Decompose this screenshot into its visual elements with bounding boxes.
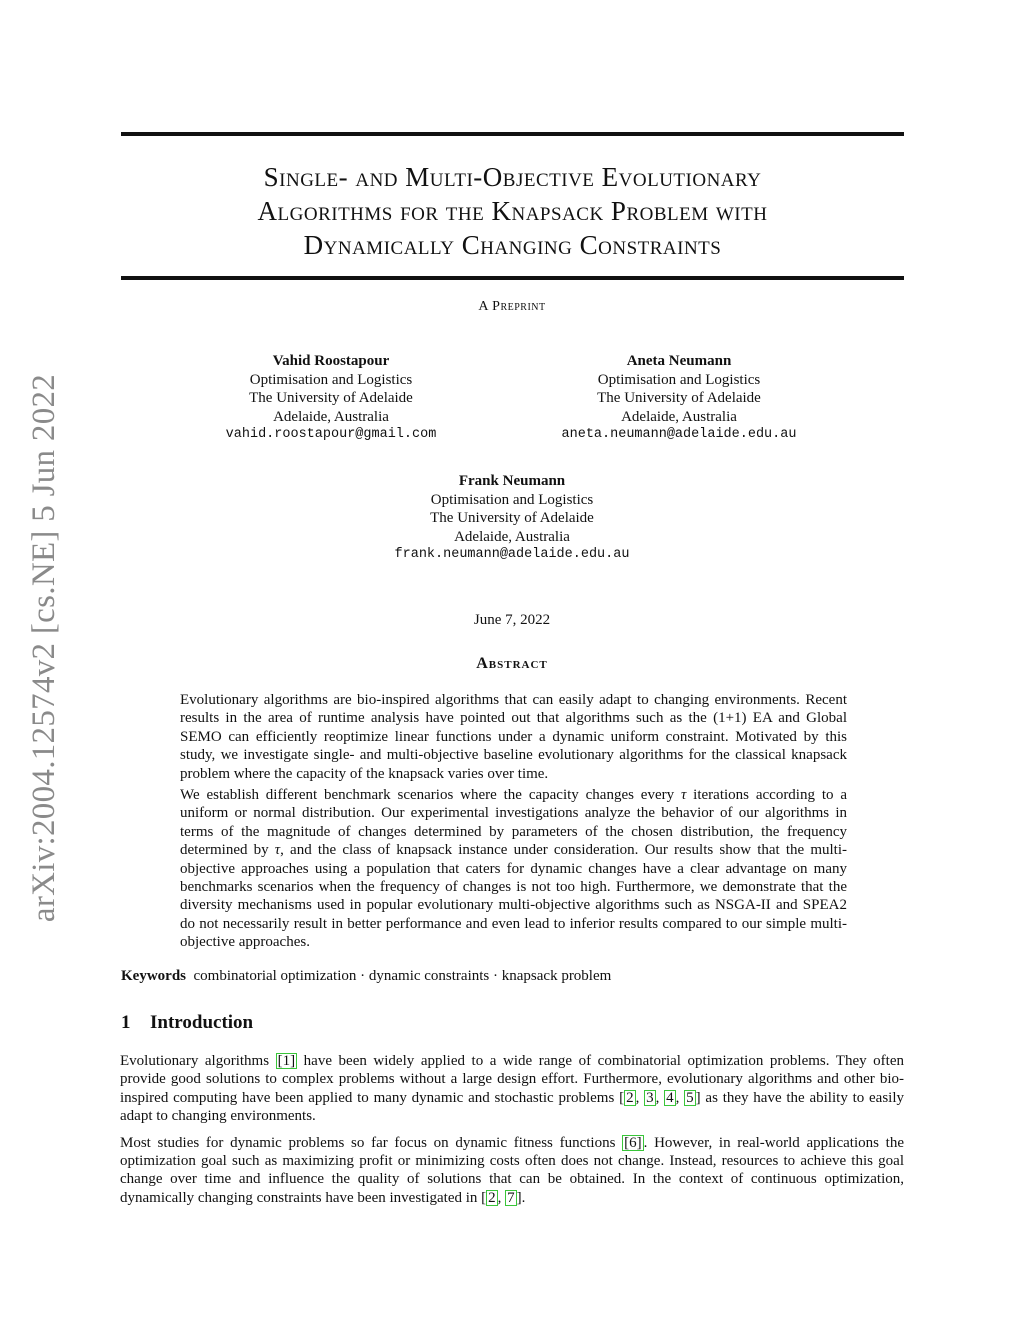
keywords-label: Keywords [121, 968, 186, 984]
author-block [362, 472, 662, 565]
citation-link[interactable]: 5 [686, 1089, 694, 1106]
publication-date: June 7, 2022 [473, 612, 551, 628]
abstract-heading: Abstract [476, 655, 548, 672]
author-block [181, 352, 481, 445]
citation-link[interactable]: 2 [626, 1089, 634, 1106]
abstract-paragraph: Evolutionary algorithms are bio-inspired algorithms that can easily adapt to changing environments. Recent results in the area of runtime analysis have pointed out that algorithms such as the (1+1) EA and Global SEMO can efficiently reoptimize linear functions under a dynamic uniform constraint. Motivated by this study, we investigate single- and multi-objective baseline evolutionary algorithms for the classical knapsack problem where the capacity of the knapsack varies over time. [180, 692, 847, 782]
author-email[interactable]: frank.neumann@adelaide.edu.au [394, 547, 630, 562]
author-email[interactable]: vahid.roostapour@gmail.com [225, 427, 437, 442]
preprint-label: A Preprint [478, 299, 546, 314]
author-dept: Optimisation and Logistics [430, 491, 594, 508]
body-paragraph: Evolutionary algorithms [1] have been widely applied to a wide range of combinatorial optimization problems. They often provide good solutions to complex problems without a large design effort. Furthermore, evolutionary algorithms and other bio-inspired computing have been applied to many dynamic and stochastic problems [ 2 , 3 , 4 , 5 ] as they have the ability to easily adapt to changing environments. [120, 1053, 905, 1125]
author-email[interactable]: aneta.neumann@adelaide.edu.au [561, 427, 797, 442]
arxiv-identifier-stamp: arXiv:2004.12574v2 [cs.NE] 5 Jun 2022 [26, 373, 62, 923]
title-top-rule [121, 132, 904, 136]
author-dept: Optimisation and Logistics [249, 371, 413, 388]
citation-link[interactable]: [6] [624, 1134, 642, 1151]
citation-link[interactable]: 2 [488, 1189, 496, 1206]
keywords-text: combinatorial optimization · dynamic constraints · knapsack problem [193, 968, 612, 984]
tau-symbol: τ [680, 787, 687, 804]
tau-symbol: τ [274, 842, 281, 859]
title-line-2: Algorithms for the Knapsack Problem with [257, 196, 768, 226]
author-university: The University of Adelaide [430, 510, 594, 526]
title-line-3: Dynamically Changing Constraints [303, 230, 722, 260]
introduction-body [120, 1052, 904, 1215]
author-location: Adelaide, Australia [454, 528, 570, 545]
keywords-line [121, 968, 904, 985]
author-block [529, 352, 829, 445]
author-name: Vahid Roostapour [272, 353, 390, 369]
author-university: The University of Adelaide [597, 390, 761, 406]
paper-title [121, 160, 904, 262]
author-name: Aneta Neumann [626, 353, 732, 369]
citation-link[interactable]: 7 [507, 1189, 515, 1206]
body-paragraph: Most studies for dynamic problems so far focus on dynamic fitness functions [6] . However, in real-world applications the optimization goal such as maximizing profit or minimizing costs often does not change. Instead, resources to achieve this goal change over time and influence the quality of solutions that can be obtained. In the context of continuous optimization, dynamically changing constraints have been investigated in [ 2 , 7 ]. [120, 1134, 904, 1206]
section-number: 1 [121, 1012, 131, 1033]
author-dept: Optimisation and Logistics [597, 371, 761, 388]
author-location: Adelaide, Australia [273, 408, 389, 425]
abstract-body [180, 691, 847, 955]
title-line-1: Single- and Multi-Objective Evolutionary [263, 162, 762, 192]
title-bottom-rule [121, 276, 904, 280]
abstract-paragraph: We establish different benchmark scenarios where the capacity changes every τ iterations according to a uniform or normal distribution. Our experimental investigations analyze the behavior of our algorithms in terms of the magnitude of changes determined by parameters of the chosen distribution, the frequency determined by τ, and the class of knapsack instance under consideration. Our results show that the multi-objective approaches using a population that caters for dynamic changes have a clear advantage on many benchmarks scenarios when the frequency of changes is not too high. Furthermore, we demonstrate that the diversity mechanisms used in popular evolutionary multi-objective algorithms such as NSGA-II and SPEA2 do not necessarily result in better performance and even lead to inferior results compared to our simple multi-objective approaches. [180, 787, 847, 951]
section-title: Introduction [150, 1012, 254, 1033]
citation-link[interactable]: [1] [277, 1053, 296, 1069]
citation-link[interactable]: 4 [666, 1089, 674, 1106]
section-heading [121, 1012, 253, 1034]
author-location: Adelaide, Australia [621, 408, 737, 425]
author-name: Frank Neumann [458, 473, 566, 489]
author-university: The University of Adelaide [249, 390, 413, 406]
citation-link[interactable]: 3 [646, 1089, 654, 1106]
